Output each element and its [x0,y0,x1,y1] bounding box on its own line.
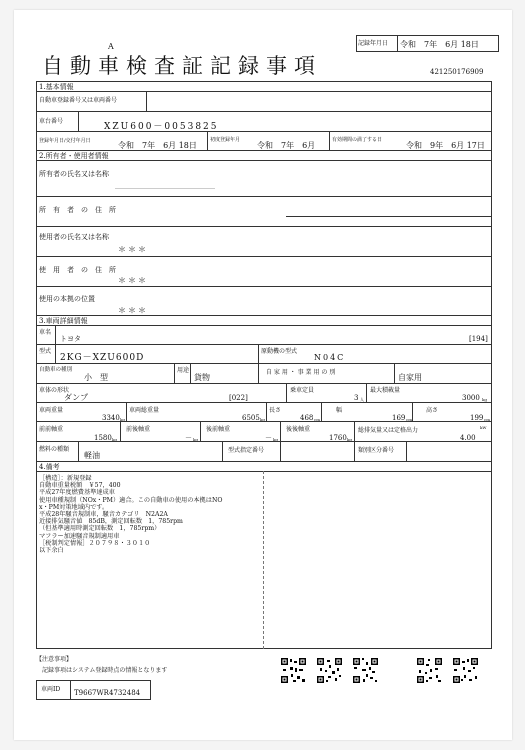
qr-code-icon [452,657,479,684]
ff-unit: kg [112,437,117,442]
make-code: [194] [469,335,488,343]
remarks-line: 平成27年度燃費基準達成車 [39,489,115,497]
height-unit: cm [484,417,491,422]
rr-value: 1760 [329,434,347,442]
type-value: 小 型 [84,373,108,382]
displacement-label: 総排気量又は定格出力 [358,427,419,434]
remarks-line: 平成28年騒音規制車，騒音カテゴリ N2A2A [39,511,168,519]
record-date-value: 令和 7年 6月 18日 [400,40,479,49]
engine-value: N04C [314,353,346,362]
width-label: 幅 [336,407,343,414]
fr-value: － [185,434,192,442]
ff-label: 前前軸重 [39,426,64,433]
base-label: 使用の本拠の位置 [39,295,95,303]
reg-date-value: 令和 7年 6月 18日 [118,141,197,150]
ff-value: 1580 [94,434,112,442]
rr-unit: kg [347,437,352,442]
length-value: 468 [300,414,314,422]
reg-date-label: 登録年月日/交付年月日 [39,138,91,144]
record-date-label: 記録年月日 [358,40,389,47]
expiry-label: 有効期間の満了する日 [332,137,383,143]
gross-label: 車両総重量 [129,407,160,414]
remarks-line: マフラー加速騒音規制適用車 [39,532,120,540]
vehicle-id-label: 車両ID [41,686,61,693]
rr-label: 後後軸重 [286,426,311,433]
user-name-label: 使用者の氏名又は名称 [39,233,109,241]
document-title: 自動車検査証記録事項 [42,54,322,78]
section3-title: 3.車両詳細情報 [39,317,88,325]
width-unit: cm [406,417,413,422]
chassis-value: XZU600－0053825 [104,122,219,132]
model-label: 型式 [39,348,52,355]
private-label: 自 家 用 ・ 事 業 用 の 別 [266,369,336,376]
remarks-line: x・PM対策地域内です。 [39,503,109,511]
expiry-value: 令和 9年 6月 17日 [406,141,485,150]
weight-label: 車両重量 [39,407,64,414]
height-label: 高さ [426,407,439,414]
base-value: ＊＊＊ [118,306,148,315]
use-value: 貨物 [194,373,210,382]
remarks-line: 近接排気騒音値 85dB，測定回転数 1，785rpm [39,518,183,526]
body-value: ダンプ [64,393,89,402]
vehicle-id-value: T9667WR4732484 [74,689,141,697]
type-label: 自動車の種別 [39,367,73,373]
capacity-label: 乗車定員 [290,387,315,394]
qr-code-icon [352,657,379,684]
qr-code-icon [280,657,307,684]
owner-name-label: 所有者の氏名又は名称 [39,170,109,178]
notes-text: 記録事項はシステム登録時点の情報となります [42,667,168,674]
section4-title: 4.備考 [39,463,60,471]
max-load-unit: kg [482,397,487,402]
use-label: 用途 [177,367,190,374]
notes-title: 【注意事項】 [36,656,73,663]
remarks-line: 以下余白 [39,547,64,555]
fuel-label: 燃料の種類 [39,446,70,453]
first-reg-label: 初度登録年月 [210,137,241,143]
length-unit: cm [314,417,321,422]
gross-unit: kg [260,417,265,422]
section2-title: 2.所有者・使用者情報 [39,152,109,160]
user-address-label: 使 用 者 の 住 所 [39,266,116,274]
width-value: 169 [392,414,406,422]
weight-value: 3340 [102,414,120,422]
private-value: 自家用 [398,373,422,382]
remarks-line: ［税制判定情報］２０７９８・３０１０ [39,539,151,547]
owner-address-label: 所 有 者 の 住 所 [39,206,116,214]
header-letter: A [108,42,114,51]
designation-label: 型式指定番号 [228,447,265,454]
body-code: [022] [229,394,248,402]
user-name-value: ＊＊＊ [118,245,148,254]
remarks-line: 使用車種規制（NOx・PM）適合。この自動車の使用の本拠はNO [39,496,223,504]
displacement-value: 4.00 [460,434,476,442]
section1-title: 1.基本情報 [39,83,74,91]
chassis-label: 車台番号 [39,118,64,125]
remarks-line: 自動車重量税額 ￥57，400 [39,482,121,490]
reg-number-label: 自動車登録番号又は車両番号 [39,97,118,104]
weight-unit: kg [120,417,125,422]
body-label: 車体の形状 [39,387,70,394]
rf-unit: kg [273,437,278,442]
user-address-value: ＊＊＊ [118,276,148,285]
remarks-list [39,475,222,554]
engine-label: 原動機の型式 [261,348,298,355]
length-label: 長さ [269,407,282,414]
qr-code-icon [416,657,443,684]
capacity-value: 3 [354,394,359,402]
max-load-value: 3000 [462,394,480,402]
main-frame [36,81,492,649]
make-label: 車名 [39,329,52,336]
max-load-label: 最大積載量 [370,387,401,394]
class-label: 類別区分番号 [358,447,395,454]
rf-value: － [265,434,272,442]
model-value: 2KG－XZU600D [60,353,145,363]
fr-unit: kg [193,437,198,442]
qr-code-icon [316,657,343,684]
remarks-line: （但基準適用時測定回転数 1，785rpm） [39,525,161,533]
gross-value: 6505 [242,414,260,422]
make-value: トヨタ [60,335,81,343]
fuel-value: 軽油 [84,451,100,460]
displacement-unit: kW [480,425,487,430]
fr-label: 前後軸重 [126,426,151,433]
capacity-unit: 人 [360,397,364,402]
rf-label: 後前軸重 [206,426,231,433]
first-reg-value: 令和 7年 6月 [257,141,316,150]
height-value: 199 [470,414,484,422]
document-number: 421250176909 [430,68,484,76]
certificate-sheet [14,10,512,740]
remarks-line: ［構造］：新規登録 [39,475,92,482]
